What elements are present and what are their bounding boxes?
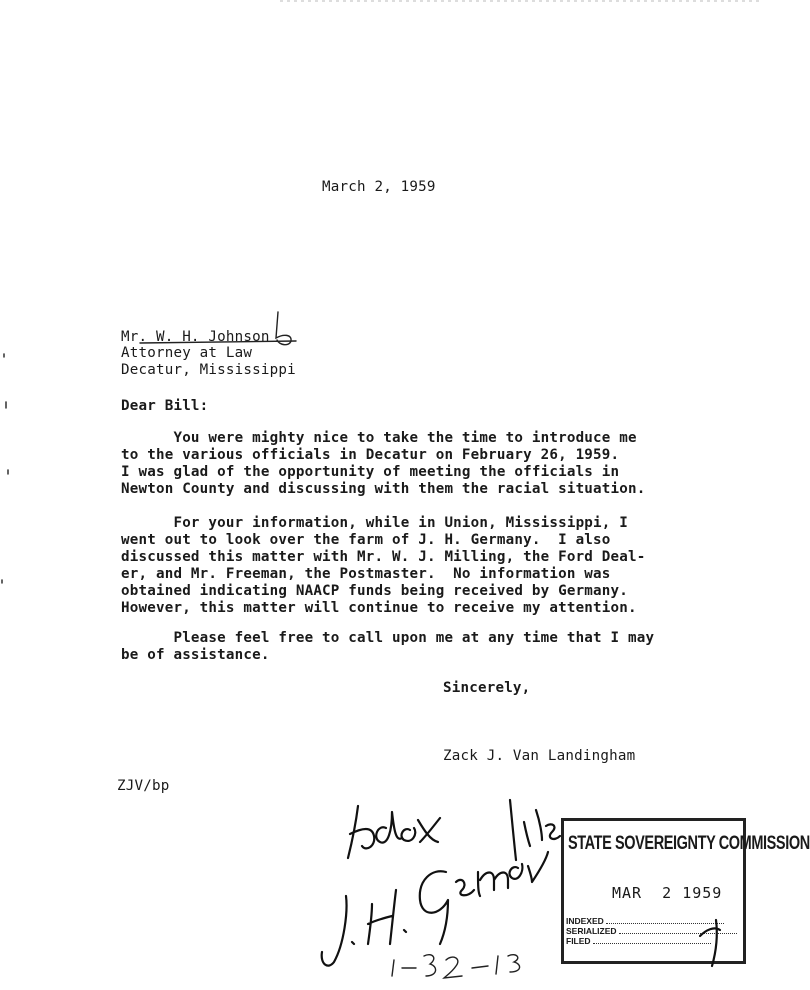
index-handwriting (348, 806, 440, 858)
germany-file-handwriting (322, 800, 560, 966)
stamp-date: MAR 2 1959 (612, 884, 723, 902)
salutation: Dear Bill: (121, 398, 209, 414)
typist-initials: ZJV/bp (117, 778, 170, 794)
recipient-b-mark (276, 312, 291, 345)
stamp-title: STATE SOVEREIGNTY COMMISSION (568, 833, 810, 855)
recipient-name: Mr. W. H. Johnson (121, 329, 270, 345)
recipient-city: Decatur, Mississippi (121, 362, 296, 378)
stamp-filed-line: FILED (566, 936, 711, 946)
signer-name: Zack J. Van Landingham (443, 748, 636, 764)
commission-stamp (561, 818, 810, 964)
recipient-title: Attorney at Law (121, 345, 253, 361)
file-number-handwriting (392, 955, 520, 978)
stamp-serialized-line: SERIALIZED (566, 926, 737, 936)
letter-date: March 2, 1959 (322, 179, 436, 195)
paragraph-3: Please feel free to call upon me at any time that I may be of assistance. (121, 630, 655, 663)
paragraph-2: For your information, while in Union, Mississippi, I went out to look over the farm of J. H. Germany. I also discussed this matter with Mr. W. J. Milling, the Ford Deal- er, and Mr. Freeman, the Postmaster. No information was obtained indicating NAACP funds being received by Germany. However, this matter will continue to receive my attention. (121, 515, 646, 616)
paragraph-1: You were mighty nice to take the time to introduce me to the various officials in Decatur on February 26, 1959. I was glad of the opportunity of meeting the officials in Newton County and discussing with them the racial situation. (121, 430, 646, 497)
closing: Sincerely, (443, 680, 531, 696)
stamp-indexed-line: INDEXED (566, 916, 724, 926)
margin-specks (2, 354, 8, 583)
